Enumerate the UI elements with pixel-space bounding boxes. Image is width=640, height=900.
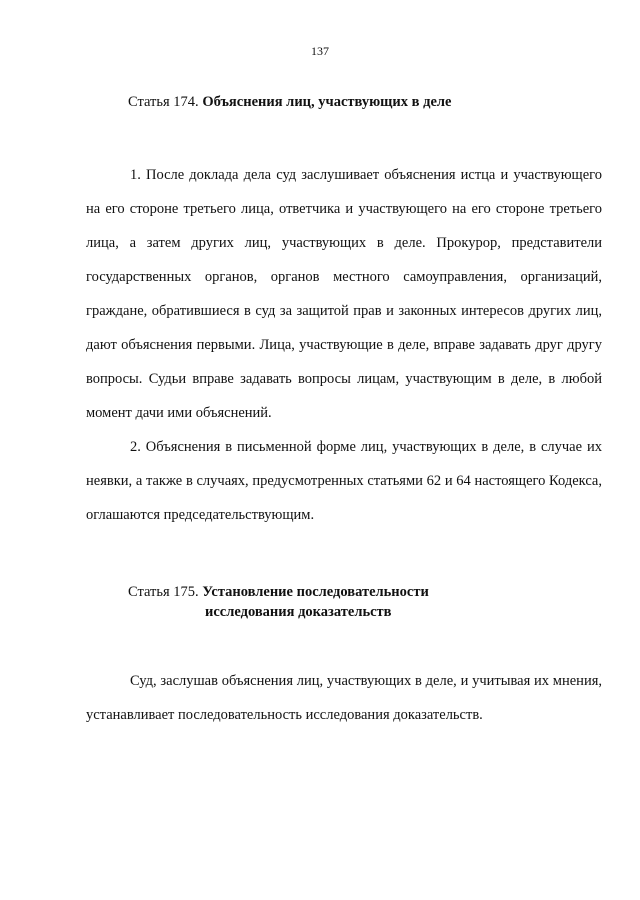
- article-174-paragraph-1: 1. После доклада дела суд заслушивает объяснения истца и участвующего на его стороне третьего лица, ответчика и участвующего на его стороне третьего лица, а затем других лиц, участвующих в деле. Прокурор, представители государственных органов, органов местного самоуправления, организаций, граждане, обратившиеся в суд за защитой прав и законных интересов других лиц, дают объяснения первыми. Лица, участвующие в деле, вправе задавать друг другу вопросы. Судьи вправе задавать вопросы лицам, участвующим в деле, в любой момент дачи ими объяснений.: [86, 167, 602, 421]
- page-number: 137: [311, 44, 329, 58]
- article-175-title-line-1: Установление последовательности: [202, 584, 429, 600]
- article-175-title-line-2: исследования доказательств: [205, 604, 392, 620]
- article-175-heading: [128, 582, 429, 622]
- article-174-body: [86, 158, 602, 532]
- article-174-paragraph-2: 2. Объяснения в письменной форме лиц, участвующих в деле, в случае их неявки, а также в случаях, предусмотренных статьями 62 и 64 настоящего Кодекса, оглашаются председательствующим.: [86, 439, 602, 523]
- article-174-label: Статья 174.: [128, 94, 199, 110]
- article-174-heading: [128, 92, 451, 112]
- article-175-label: Статья 175.: [128, 584, 199, 600]
- article-175-paragraph-1: Суд, заслушав объяснения лиц, участвующих в деле, и учитывая их мнения, устанавливает последовательность исследования доказательств.: [86, 673, 602, 723]
- article-174-title: Объяснения лиц, участвующих в деле: [202, 94, 452, 110]
- article-175-body: [86, 664, 602, 732]
